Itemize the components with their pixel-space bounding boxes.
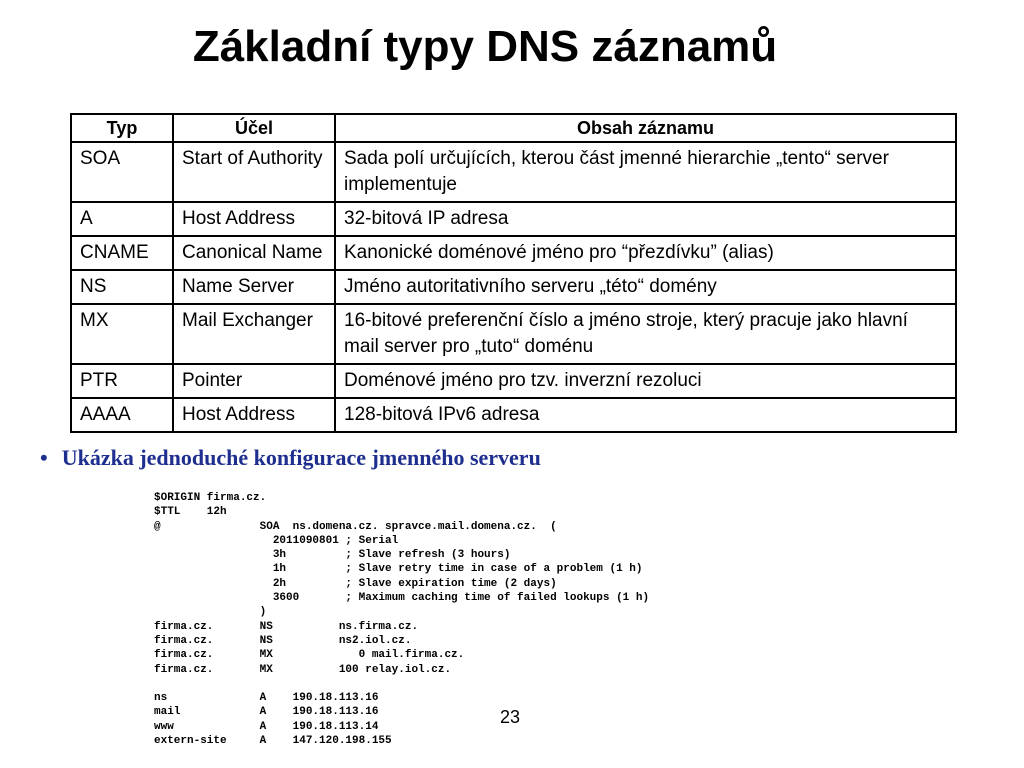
bullet-text: Ukázka jednoduché konfigurace jmenného serveru [61,445,541,470]
config-line: $ORIGIN firma.cz. [154,492,267,504]
cell-purpose: Mail Exchanger [173,304,335,364]
config-line: firma.cz. MX 0 mail.firma.cz. [154,649,465,662]
config-line: ns A 190.18.113.16 [154,692,379,705]
cell-type: CNAME [71,236,173,270]
config-line: firma.cz. NS ns2.iol.cz. [154,634,412,647]
cell-purpose: Host Address [173,202,335,236]
cell-content: Doménové jméno pro tzv. inverzní rezoluci [335,364,956,398]
table-header-row [71,114,956,142]
table-row [71,364,956,398]
header-ucel: Účel [173,114,335,142]
config-line: firma.cz. NS ns.firma.cz. [154,620,419,633]
header-obsah: Obsah záznamu [335,114,956,142]
table-row [71,398,956,432]
config-line: 1h ; Slave retry time in case of a problem (1 h) [154,563,643,576]
cell-content: Jméno autoritativního serveru „této“ domény [335,270,956,304]
cell-type: A [71,202,173,236]
cell-content: 128-bitová IPv6 adresa [335,398,956,432]
zone-file-config [154,491,649,748]
table-row [71,236,956,270]
page-number: 23 [500,707,521,727]
cell-type: AAAA [71,398,173,432]
bullet-item [40,445,541,471]
cell-content: 16-bitové preferenční číslo a jméno stroje, který pracuje jako hlavní mail server pro „tuto“ doménu [335,304,956,364]
cell-purpose: Host Address [173,398,335,432]
config-line: extern-site A 147.120.198.155 [154,735,392,748]
header-typ: Typ [71,114,173,142]
page-title: Základní typy DNS záznamů [192,22,778,71]
config-line: mail A 190.18.113.16 [154,706,379,719]
cell-content: Sada polí určujících, kterou část jmenné hierarchie „tento“ server implementuje [335,142,956,202]
cell-content: 32-bitová IP adresa [335,202,956,236]
config-line: 2011090801 ; Serial [154,534,399,547]
cell-content: Kanonické doménové jméno pro “přezdívku” (alias) [335,236,956,270]
cell-purpose: Start of Authority [173,142,335,202]
config-line: firma.cz. MX 100 relay.iol.cz. [154,663,452,676]
cell-type: MX [71,304,173,364]
table-row [71,304,956,364]
cell-type: SOA [71,142,173,202]
bullet-marker: • [40,445,48,470]
cell-type: NS [71,270,173,304]
table-row [71,202,956,236]
config-line: @ SOA ns.domena.cz. spravce.mail.domena.cz. ( [154,520,557,533]
config-line: 3h ; Slave refresh (3 hours) [154,549,511,562]
table-row [71,142,956,202]
config-line: $TTL 12h [154,506,227,519]
cell-purpose: Canonical Name [173,236,335,270]
cell-purpose: Name Server [173,270,335,304]
config-line: www A 190.18.113.14 [154,720,379,733]
config-line: 2h ; Slave expiration time (2 days) [154,577,557,590]
config-line: 3600 ; Maximum caching time of failed lookups (1 h) [154,592,650,605]
cell-purpose: Pointer [173,364,335,398]
table-row [71,270,956,304]
config-line: ) [154,606,267,619]
cell-type: PTR [71,364,173,398]
dns-record-types-table [70,113,957,433]
